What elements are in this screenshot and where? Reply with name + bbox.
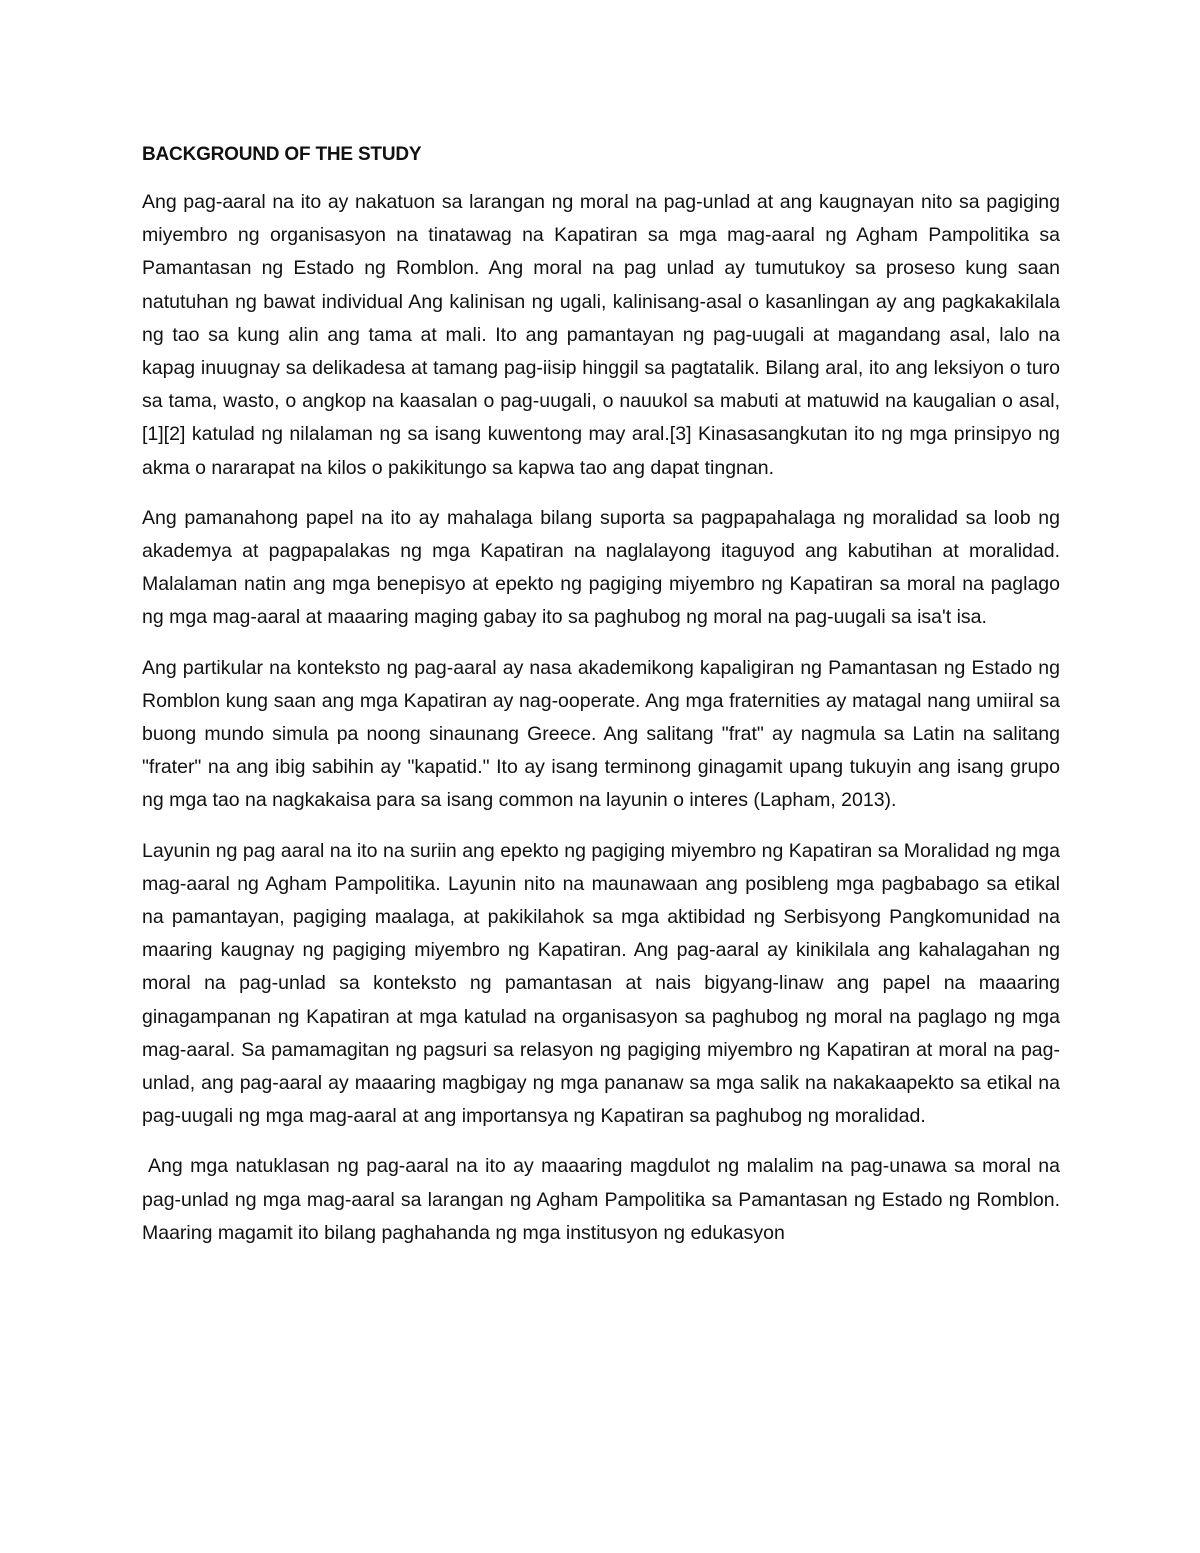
section-heading: BACKGROUND OF THE STUDY <box>142 144 422 165</box>
paragraph-3: Ang partikular na konteksto ng pag-aaral ay nasa akademikong kapaligiran ng Pamantasan ng Estado ng Romblon kung saan ang mga Kapatiran ay nag-ooperate. Ang mga fraternities ay matagal nang umiiral sa buong mundo simula pa noong sinaunang Greece. Ang salitang "frat" ay nagmula sa Latin na salitang "frater" na ang ibig sabihin ay "kapatid." Ito ay isang terminong ginagamit upang tukuyin ang isang grupo ng mga tao na nagkakaisa para sa isang common na layunin o interes (Lapham, 2013). <box>142 656 1060 812</box>
paragraph-4: Layunin ng pag aaral na ito na suriin ang epekto ng pagiging miyembro ng Kapatiran sa Moralidad ng mga mag-aaral ng Agham Pampolitika. Layunin nito na maunawaan ang posibleng mga pagbabago sa etikal na pamantayan, pagiging maalaga, at pakikilahok sa mga aktibidad ng Serbisyong Pangkomunidad na maaring kaugnay ng pagiging miyembro ng Kapatiran. Ang pag-aaral ay kinikilala ang kahalagahan ng moral na pag-unlad sa konteksto ng pamantasan at nais bigyang-linaw ang papel na maaaring ginagampanan ng Kapatiran at mga katulad na organisasyon sa paghubog ng moral na paglago ng mga mag-aaral. Sa pamamagitan ng pagsuri sa relasyon ng pagiging miyembro ng Kapatiran at moral na pag-unlad, ang pag-aaral ay maaaring magbigay ng mga pananaw sa mga salik na nakakaapekto sa etikal na pag-uugali ng mga mag-aaral at ang importansya ng Kapatiran sa paghubog ng moralidad. <box>142 839 1060 1128</box>
paragraph-5: Ang mga natuklasan ng pag-aaral na ito ay maaaring magdulot ng malalim na pag-unawa sa moral na pag-unlad ng mga mag-aaral sa larangan ng Agham Pampolitika sa Pamantasan ng Estado ng Romblon. Maaring magamit ito bilang paghahanda ng mga institusyon ng edukasyon <box>142 1155 1060 1244</box>
paragraph-2: Ang pamanahong papel na ito ay mahalaga bilang suporta sa pagpapahalaga ng moralidad sa loob ng akademya at pagpapalakas ng mga Kapatiran na naglalayong itaguyod ang kabutihan at moralidad. Malalaman natin ang mga benepisyo at epekto ng pagiging miyembro ng Kapatiran sa moral na paglago ng mga mag-aaral at maaaring maging gabay ito sa paghubog ng moral na pag-uugali sa isa't isa. <box>142 506 1060 629</box>
paragraph-1: Ang pag-aaral na ito ay nakatuon sa larangan ng moral na pag-unlad at ang kaugnayan nito sa pagiging miyembro ng organisasyon na tinatawag na Kapatiran sa mga mag-aaral ng Agham Pampolitika sa Pamantasan ng Estado ng Romblon. Ang moral na pag unlad ay tumutukoy sa proseso kung saan natutuhan ng bawat individual Ang kalinisan ng ugali, kalinisang-asal o kasanlingan ay ang pagkakakilala ng tao sa kung alin ang tama at mali. Ito ang pamantayan ng pag-uugali at magandang asal, lalo na kapag inuugnay sa delikadesa at tamang pag-iisip hinggil sa pagtatalik. Bilang aral, ito ang leksiyon o turo sa tama, wasto, o angkop na kaasalan o pag-uugali, o nauukol sa mabuti at matuwid na kaugalian o asal,[1][2] katulad ng nilalaman ng sa isang kuwentong may aral.[3] Kinasasangkutan ito ng mga prinsipyo ng akma o nararapat na kilos o pakikitungo sa kapwa tao ang dapat tingnan. <box>142 191 1060 479</box>
document-body <box>142 138 1060 1267</box>
